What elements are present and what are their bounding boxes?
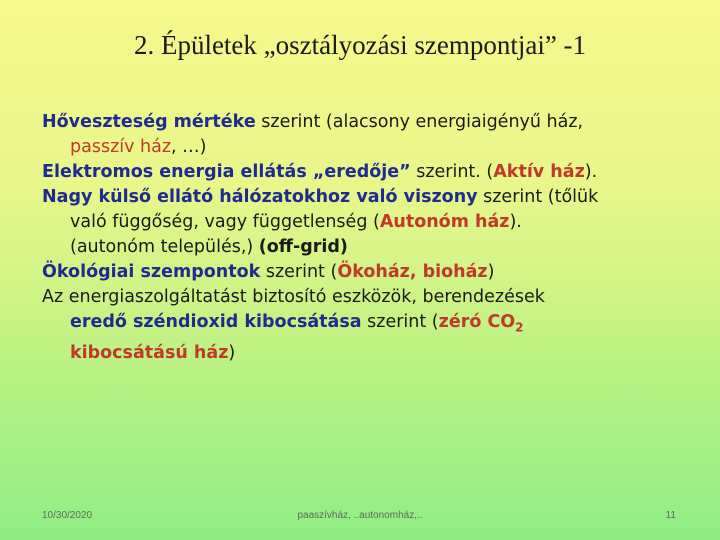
item-text: szerint (	[260, 262, 338, 282]
list-item	[42, 185, 692, 210]
list-item-continuation	[42, 235, 692, 260]
item-text: szerint (tőlük	[477, 187, 599, 207]
item-text: való függőség, vagy függetlenség (	[70, 212, 380, 232]
item-text: (autonóm település,)	[70, 237, 259, 257]
list-item-continuation	[42, 341, 692, 366]
item-text: szerint. (	[410, 162, 494, 182]
item-bold: (off-grid)	[258, 237, 348, 257]
item-text: , …)	[171, 137, 207, 157]
item-keyword: Nagy külső ellátó hálózatokhoz való viszony	[42, 187, 478, 207]
item-keyword: eredő széndioxid kibocsátása	[70, 312, 362, 332]
list-item	[42, 260, 692, 285]
page-number: 11	[665, 510, 676, 521]
item-text: Az energiaszolgáltatást biztosító eszközök, berendezések	[42, 287, 545, 307]
list-item	[42, 110, 692, 135]
footer-text: paaszívház, ..autonomház,..	[297, 510, 423, 521]
item-highlight: passzív ház	[70, 137, 172, 157]
list-item-continuation	[42, 135, 692, 160]
item-highlight: Ökoház, bioház	[337, 262, 488, 282]
bullet-list	[42, 110, 692, 366]
item-highlight: kibocsátású ház	[70, 342, 229, 363]
item-keyword: Ökológiai szempontok	[42, 262, 261, 282]
item-keyword: Hőveszteség mértéke	[42, 112, 256, 132]
item-highlight: Autonóm ház	[379, 212, 510, 232]
list-item-continuation	[42, 310, 692, 341]
item-highlight: zéró CO	[438, 312, 516, 332]
item-text: szerint (	[361, 312, 439, 332]
item-text: ).	[584, 162, 598, 182]
item-text: ).	[509, 212, 522, 232]
slide-title: 2. Épületek „osztályozási szempontjai” -1	[133, 30, 587, 60]
list-item	[42, 160, 692, 185]
footer-date: 10/30/2020	[42, 510, 93, 521]
item-text: )	[228, 342, 236, 363]
item-text: szerint (alacsony energiaigényű ház,	[255, 112, 584, 132]
item-keyword: Elektromos energia ellátás „eredője”	[42, 162, 411, 182]
item-text: )	[487, 262, 495, 282]
item-highlight: Aktív ház	[493, 162, 585, 182]
list-item-continuation	[42, 210, 692, 235]
item-subscript: 2	[515, 320, 524, 335]
list-item	[42, 285, 692, 310]
